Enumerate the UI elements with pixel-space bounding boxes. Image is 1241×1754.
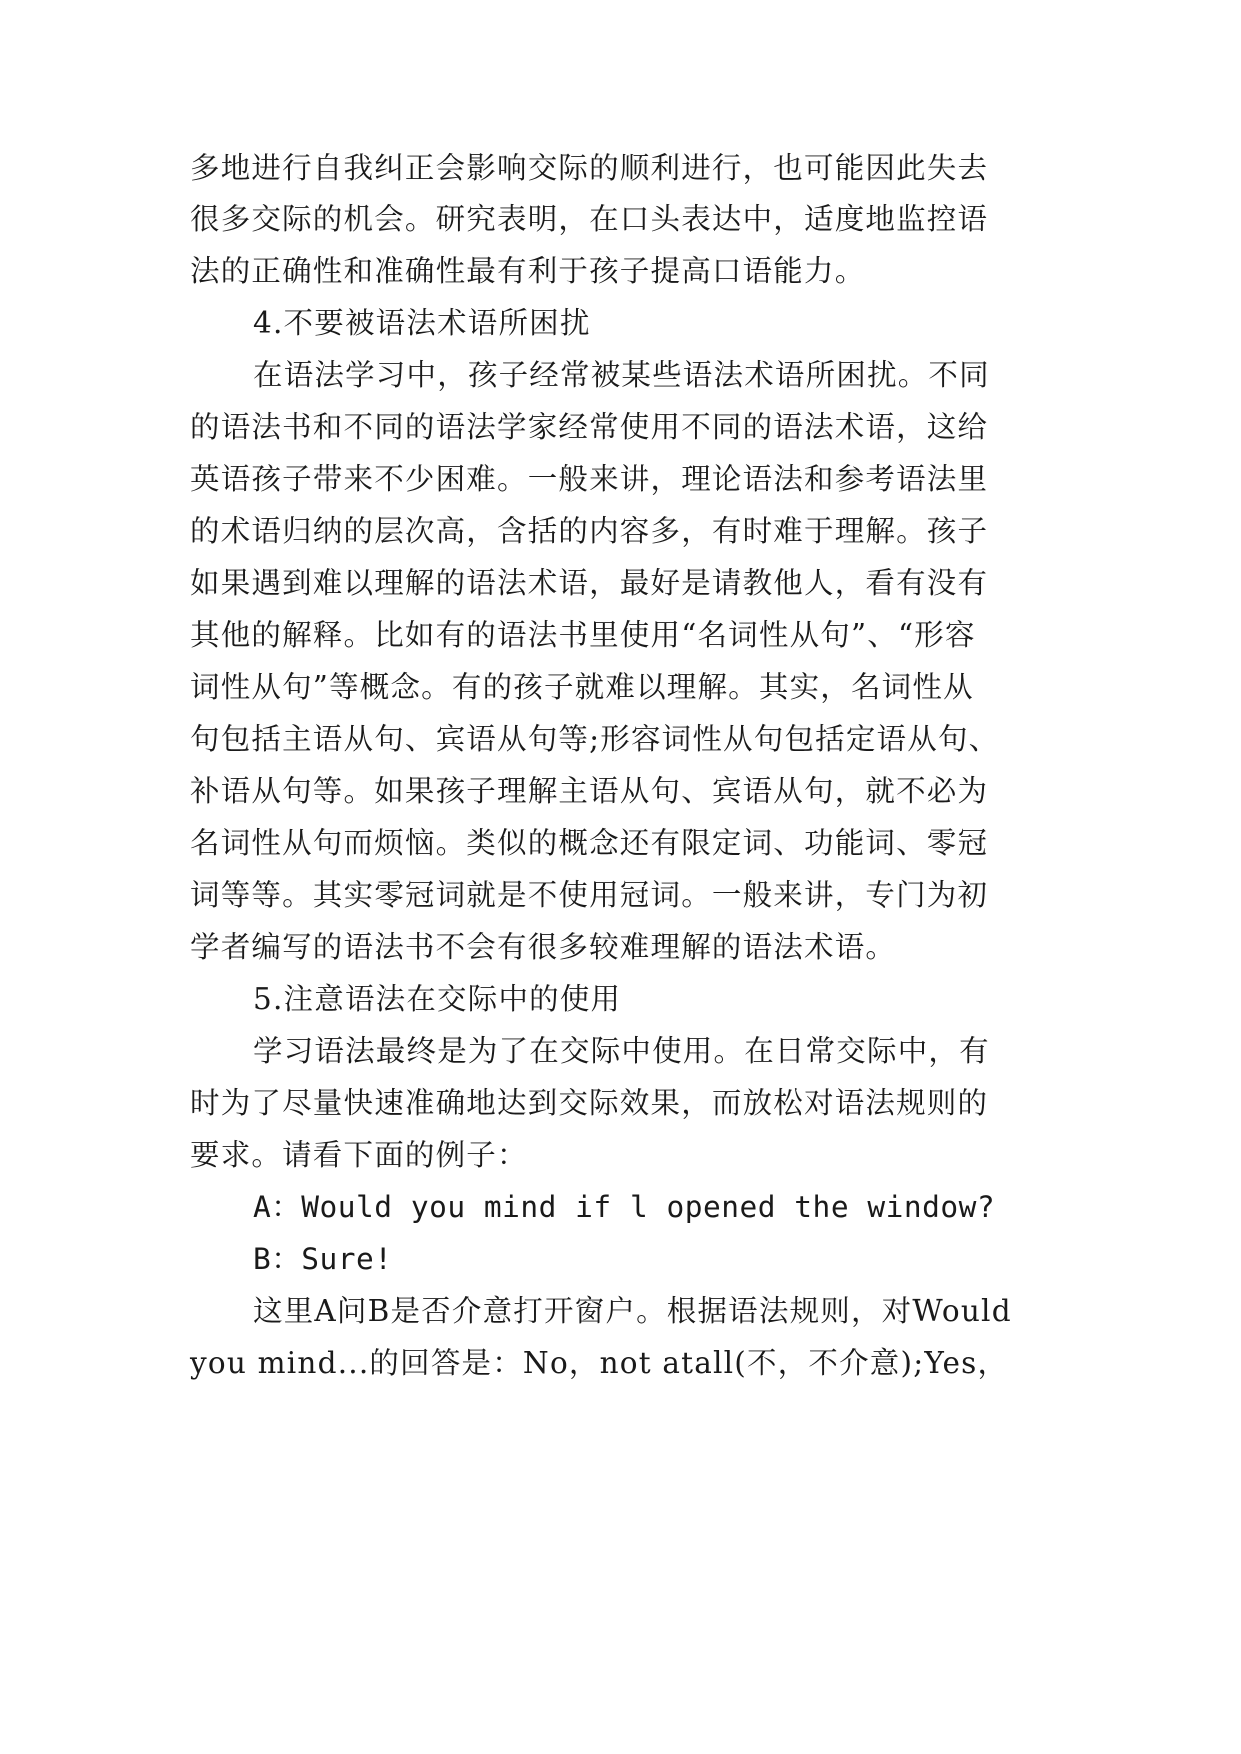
- paragraph-line: 多地进行自我纠正会影响交际的顺利进行，也可能因此失去: [190, 151, 989, 185]
- paragraph-line: 在语法学习中，孩子经常被某些语法术语所困扰。不同: [253, 358, 990, 392]
- paragraph-line: 的术语归纳的层次高，含括的内容多，有时难于理解。孩子: [190, 514, 989, 548]
- section-heading-5: 5.注意语法在交际中的使用: [253, 982, 622, 1016]
- paragraph-line: 很多交际的机会。研究表明，在口头表达中，适度地监控语: [190, 202, 989, 236]
- paragraph-line: 学习语法最终是为了在交际中使用。在日常交际中，有: [253, 1034, 990, 1068]
- paragraph-line: 这里A问B是否介意打开窗户。根据语法规则，对Would: [253, 1294, 1012, 1328]
- section-heading-4: 4.不要被语法术语所困扰: [253, 306, 591, 340]
- paragraph-line: 的语法书和不同的语法学家经常使用不同的语法术语，这给: [190, 410, 989, 444]
- paragraph-line: 英语孩子带来不少困难。一般来讲，理论语法和参考语法里: [190, 462, 989, 496]
- paragraph-line: 要求。请看下面的例子：: [190, 1138, 528, 1172]
- paragraph-line: 名词性从句而烦恼。类似的概念还有限定词、功能词、零冠: [190, 826, 989, 860]
- paragraph-line: 如果遇到难以理解的语法术语，最好是请教他人，看有没有: [190, 566, 989, 600]
- paragraph-line: 词等等。其实零冠词就是不使用冠词。一般来讲，专门为初: [190, 878, 989, 912]
- dialogue-line-a: A：Would you mind if l opened the window?: [253, 1190, 996, 1224]
- paragraph-line: 其他的解释。比如有的语法书里使用“名词性从句”、“形容: [190, 618, 976, 652]
- dialogue-line-b: B：Sure!: [253, 1242, 393, 1276]
- paragraph-line: 学者编写的语法书不会有很多较难理解的语法术语。: [190, 930, 897, 964]
- paragraph-line: 时为了尽量快速准确地达到交际效果，而放松对语法规则的: [190, 1086, 989, 1120]
- paragraph-line: 词性从句”等概念。有的孩子就难以理解。其实，名词性从: [190, 670, 974, 704]
- paragraph-line: 补语从句等。如果孩子理解主语从句、宾语从句，就不必为: [190, 774, 989, 808]
- paragraph-line: 句包括主语从句、宾语从句等;形容词性从句包括定语从句、: [190, 722, 1000, 756]
- paragraph-line: 法的正确性和准确性最有利于孩子提高口语能力。: [190, 254, 866, 288]
- paragraph-line: you mind...的回答是：No，not atall(不，不介意);Yes，: [190, 1346, 1009, 1380]
